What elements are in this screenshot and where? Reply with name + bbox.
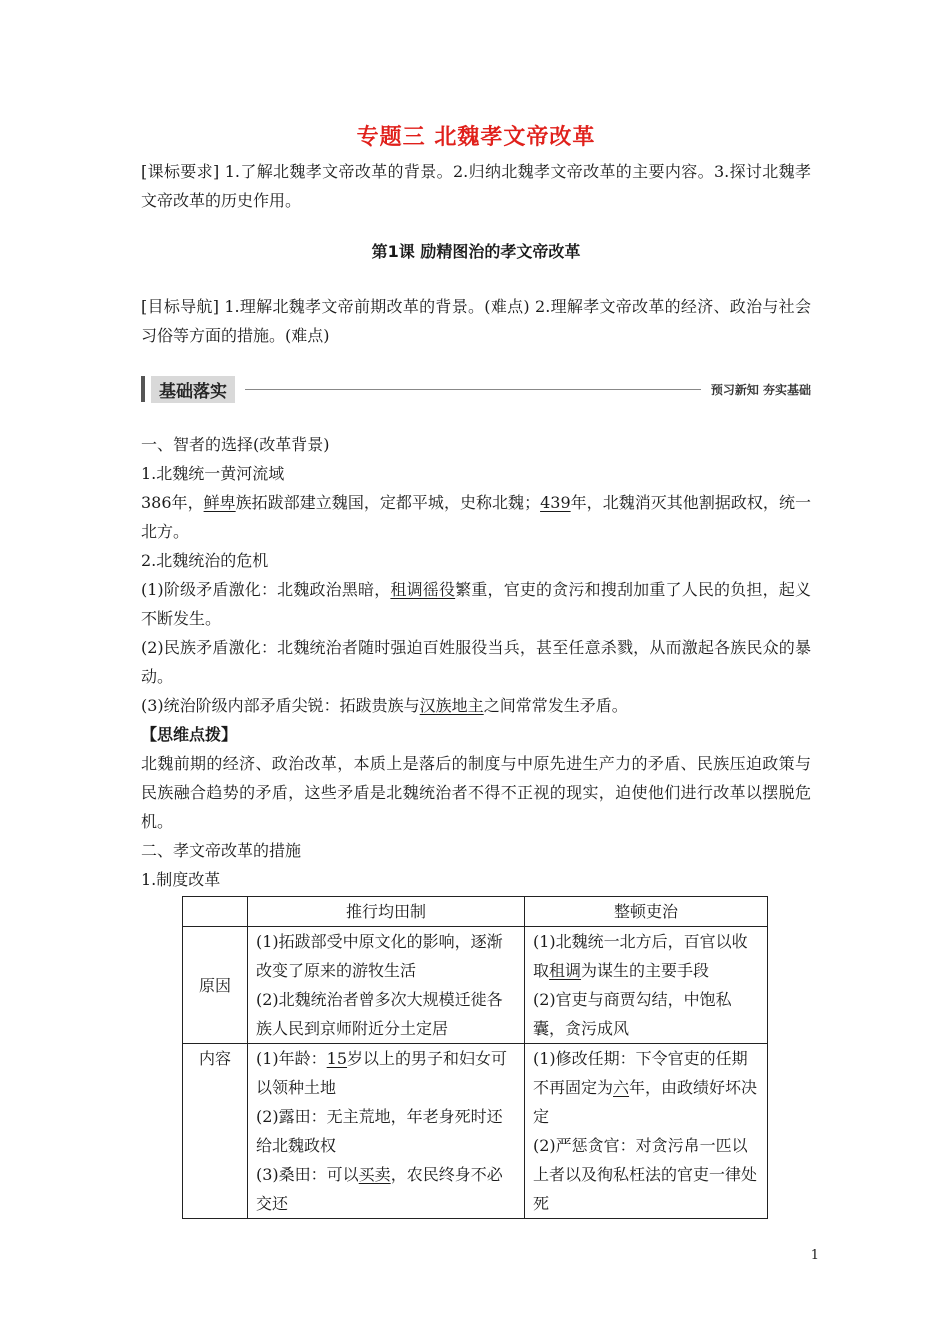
page-title: 专题三 北魏孝文帝改革 bbox=[356, 125, 596, 150]
curriculum-requirements bbox=[141, 157, 811, 215]
text-span: 之间常常发生矛盾。 bbox=[483, 696, 628, 715]
thinking-text: 北魏前期的经济、政治改革，本质上是落后的制度与中原先进生产力的矛盾、民族压迫政策与民族融合趋势的矛盾，这些矛盾是北魏统治者不得不正视的现实，迫使他们进行改革以摆脱危机。 bbox=[141, 754, 811, 831]
lesson-title: 第1课 励精图治的孝文帝改革 bbox=[371, 242, 581, 261]
learning-goals bbox=[141, 292, 811, 350]
cell-line: (2)露田：无主荒地，年老身死时还给北魏政权 bbox=[256, 1107, 503, 1155]
cell-line bbox=[256, 1160, 516, 1218]
cell-line: (2)官吏与商贾勾结，中饱私囊，贪污成风 bbox=[533, 990, 732, 1038]
fill-blank-trade: 买卖 bbox=[358, 1165, 391, 1184]
goals-text: 1.理解北魏孝文帝前期改革的背景。(难点) 2.理解孝文帝改革的经济、政治与社会习俗等方面的措施。(难点) bbox=[141, 297, 811, 345]
cell-line bbox=[256, 1044, 516, 1102]
text-span: (3)统治阶级内部矛盾尖锐：拓跋贵族与 bbox=[141, 696, 420, 715]
crisis-internal bbox=[141, 691, 811, 720]
unification-paragraph bbox=[141, 488, 811, 546]
banner-divider bbox=[245, 389, 701, 390]
crisis-ethnic: (2)民族矛盾激化：北魏统治者随时强迫百姓服役当兵，甚至任意杀戮，从而激起各族民众的暴动。 bbox=[141, 638, 811, 686]
text-span: ，农民终身不必交还 bbox=[256, 1165, 503, 1213]
table-header-row bbox=[183, 897, 768, 927]
thinking-label: 【思维点拨】 bbox=[141, 725, 238, 744]
fill-blank-xianbei: 鲜卑 bbox=[203, 493, 236, 512]
section1-heading: 一、智者的选择(改革背景) bbox=[141, 435, 330, 454]
requirements-text: 1.了解北魏孝文帝改革的背景。2.归纳北魏孝文帝改革的主要内容。3.探讨北魏孝文帝改革的历史作用。 bbox=[141, 162, 811, 210]
table-cell bbox=[525, 1044, 768, 1219]
banner-accent-bar bbox=[141, 376, 145, 402]
text-span: (1)年龄： bbox=[256, 1049, 327, 1068]
cell-line bbox=[533, 1044, 759, 1131]
section2-heading: 二、孝文帝改革的措施 bbox=[141, 841, 302, 860]
text-span: (1)修改任期：下令官吏的任期不再固定为 bbox=[533, 1049, 748, 1097]
document-page bbox=[141, 120, 811, 1219]
fill-blank-han-landlord: 汉族地主 bbox=[419, 696, 484, 715]
fill-blank-zudiao: 租调 bbox=[549, 961, 582, 980]
fill-blank-six: 六 bbox=[613, 1078, 630, 1097]
section1-sub1: 1.北魏统一黄河流域 bbox=[141, 464, 285, 483]
text-span: (3)桑田：可以 bbox=[256, 1165, 359, 1184]
row-label-content: 内容 bbox=[183, 1044, 248, 1219]
banner-label: 基础落实 bbox=[151, 376, 235, 403]
cell-line: (2)北魏统治者曾多次大规模迁徙各族人民到京师附近分土定居 bbox=[256, 990, 503, 1038]
table-row bbox=[183, 1044, 768, 1219]
banner-subtitle: 预习新知 夯实基础 bbox=[710, 382, 811, 397]
column-header-officials: 整顿吏治 bbox=[525, 897, 768, 927]
text-span: 为谋生的主要手段 bbox=[581, 961, 710, 980]
cell-line: (2)严惩贪官：对贪污帛一匹以上者以及徇私枉法的官吏一律处死 bbox=[533, 1136, 758, 1213]
text-span: 年，由政绩好坏决定 bbox=[533, 1078, 758, 1126]
text-span: 繁重，官吏的贪污和搜刮加重了人民的负担，起义不断发生。 bbox=[141, 580, 811, 628]
reform-table bbox=[182, 896, 768, 1219]
table-cell bbox=[248, 1044, 525, 1219]
fill-blank-age: 15 bbox=[326, 1049, 348, 1068]
crisis-class bbox=[141, 575, 811, 633]
text-span: 386年， bbox=[141, 493, 204, 512]
table-cell bbox=[248, 927, 525, 1044]
cell-line: (1)拓跋部受中原文化的影响，逐渐改变了原来的游牧生活 bbox=[256, 932, 503, 980]
row-label-reason: 原因 bbox=[183, 927, 248, 1044]
cell-line bbox=[533, 927, 759, 985]
requirements-label: [课标要求] bbox=[141, 162, 220, 181]
text-span: (1)阶级矛盾激化：北魏政治黑暗， bbox=[141, 580, 391, 599]
fill-blank-439: 439 bbox=[540, 493, 571, 512]
section1-sub2: 2.北魏统治的危机 bbox=[141, 551, 269, 570]
table-corner bbox=[183, 897, 248, 927]
fill-blank-tax: 租调徭役 bbox=[390, 580, 456, 599]
text-span: 岁以上的男子和妇女可以领种土地 bbox=[256, 1049, 508, 1097]
text-span: (1)北魏统一北方后，百官以收取 bbox=[533, 932, 748, 980]
text-span: 族拓跋部建立魏国，定都平城，史称北魏； bbox=[235, 493, 541, 512]
section2-sub1: 1.制度改革 bbox=[141, 870, 221, 889]
column-header-land: 推行均田制 bbox=[248, 897, 525, 927]
text-span: 年，北魏消灭其他割据政权，统一北方。 bbox=[141, 493, 811, 541]
section-banner bbox=[141, 376, 811, 402]
page-number: 1 bbox=[810, 1248, 819, 1263]
table-cell bbox=[525, 927, 768, 1044]
table-row bbox=[183, 927, 768, 1044]
goals-label: [目标导航] bbox=[141, 297, 219, 316]
